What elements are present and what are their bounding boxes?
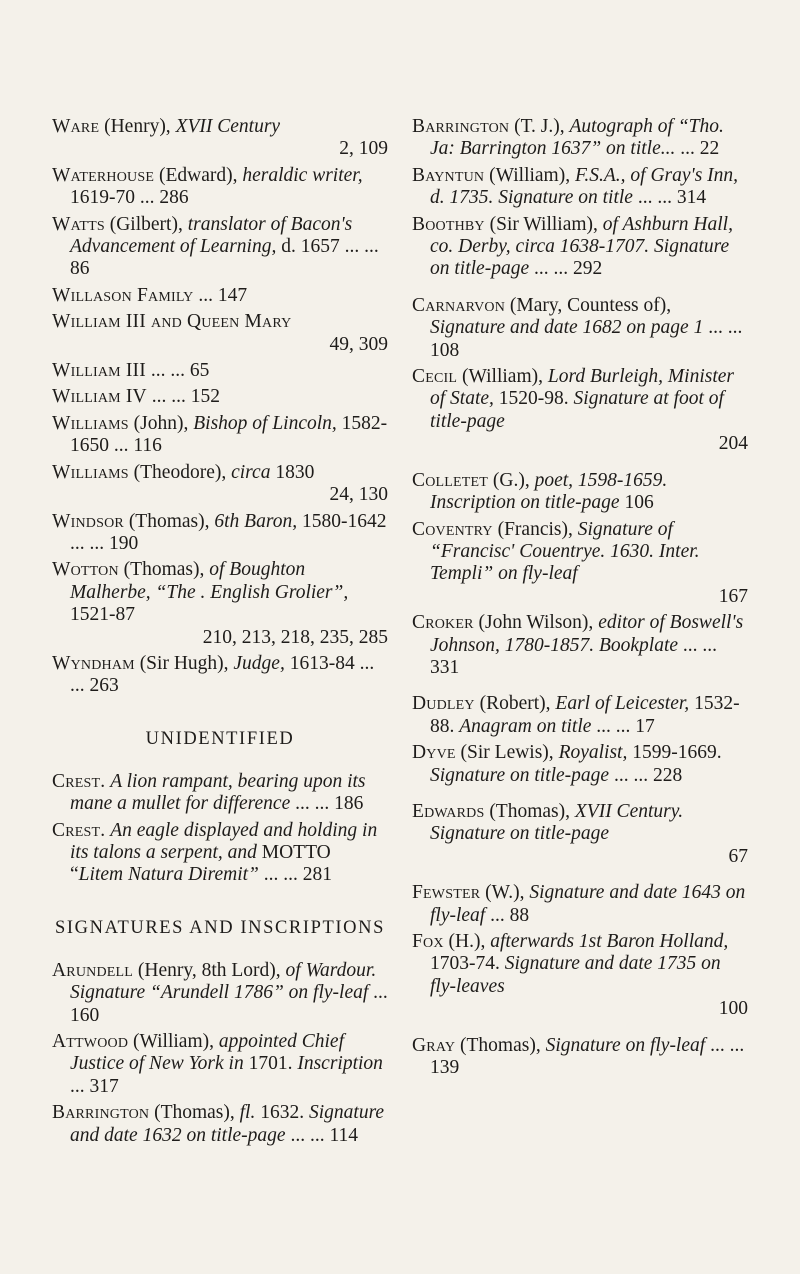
index-entry: Ware (Henry), XVII Century 2, 109 (52, 116, 388, 160)
index-entry: Colletet (G.), poet, 1598-1659. Inscription on title-page 106 (412, 469, 668, 514)
index-entry: Waterhouse (Edward), heraldic writer, 1619-70 ... 286 (52, 164, 363, 209)
left-column (52, 116, 388, 1151)
index-entry: Dudley (Robert), Earl of Leicester, 1532-88. Anagram on title ... ... 17 (412, 693, 740, 737)
index-entry: Attwood (William), appointed Chief Justice of New York in 1701. Inscription ... 317 (52, 1031, 383, 1097)
index-entry: Wyndham (Sir Hugh), Judge, 1613-84 ... ... 263 (52, 652, 375, 697)
index-entry: Wotton (Thomas), of Boughton Malherbe, “The . English Grolier”, 1521-87 210, 213, 218, 235, 285 (52, 559, 388, 648)
section-heading-signatures: SIGNATURES AND INSCRIPTIONS (55, 917, 385, 938)
index-entries-signatures (52, 960, 388, 1147)
index-entries-w (52, 116, 388, 698)
index-entry: William III and Queen Mary 49, 309 (52, 311, 388, 355)
index-entry: Coventry (Francis), Signature of “Francisc' Couentrye. 1630. Inter. Templi” on fly-leaf 167 (412, 518, 748, 607)
index-entry: Crest. A lion rampant, bearing upon its mane a mullet for difference ... ... 186 (52, 770, 366, 815)
index-entry: Arundell (Henry, 8th Lord), of Wardour. Signature “Arundell 1786” on fly-leaf ... 160 (52, 959, 388, 1026)
index-entry: Watts (Gilbert), translator of Bacon's Advancement of Learning, d. 1657 ... ... 86 (52, 213, 379, 280)
index-entry: Barrington (Thomas), fl. 1632. Signature and date 1632 on title-page ... ... 114 (52, 1102, 385, 1146)
section-heading-unidentified: UNIDENTIFIED (145, 728, 295, 749)
index-entry: Williams (Theodore), circa 1830 24, 130 (52, 461, 388, 506)
index-entry: Gray (Thomas), Signature on fly-leaf ... ... 139 (412, 1034, 745, 1079)
index-entry: Carnarvon (Mary, Countess of), Signature and date 1682 on page 1 ... ... 108 (412, 294, 743, 361)
index-entry: Barrington (T. J.), Autograph of “Tho. Ja: Barrington 1637” on title... ... 22 (412, 116, 724, 160)
index-entry: Cecil (William), Lord Burleigh, Minister of State, 1520-98. Signature at foot of title-page 204 (412, 366, 748, 455)
index-entry: William III ... ... 65 (52, 360, 210, 382)
index-entry: Fox (H.), afterwards 1st Baron Holland, 1703-74. Signature and date 1735 on fly-leaves 100 (412, 931, 748, 1020)
index-entry: Willason Family ... 147 (52, 284, 248, 306)
index-entry: Williams (John), Bishop of Lincoln, 1582-1650 ... 116 (52, 412, 388, 457)
index-entry: Croker (John Wilson), editor of Boswell's Johnson, 1780-1857. Bookplate ... ... 331 (412, 612, 744, 678)
index-entry: Bayntun (William), F.S.A., of Gray's Inn, d. 1735. Signature on title ... ... 314 (412, 164, 739, 209)
index-entry: Windsor (Thomas), 6th Baron, 1580-1642 ... ... 190 (52, 510, 387, 554)
index-entries-unidentified (52, 771, 388, 887)
index-entry: Fewster (W.), Signature and date 1643 on fly-leaf ... 88 (412, 882, 746, 926)
index-entry: Dyve (Sir Lewis), Royalist, 1599-1669. Signature on title-page ... ... 228 (412, 742, 722, 786)
index-entry: Edwards (Thomas), XVII Century. Signature on title-page 67 (412, 800, 748, 867)
right-column (412, 116, 748, 1083)
index-entry: Crest. An eagle displayed and holding in its talons a serpent, and MOTTO “Litem Natura Diremit” ... ... 281 (52, 819, 378, 886)
index-entry: William IV ... ... 152 (52, 386, 220, 408)
index-entry: Boothby (Sir William), of Ashburn Hall, co. Derby, circa 1638-1707. Signature on title-page ... ... 292 (412, 213, 733, 280)
